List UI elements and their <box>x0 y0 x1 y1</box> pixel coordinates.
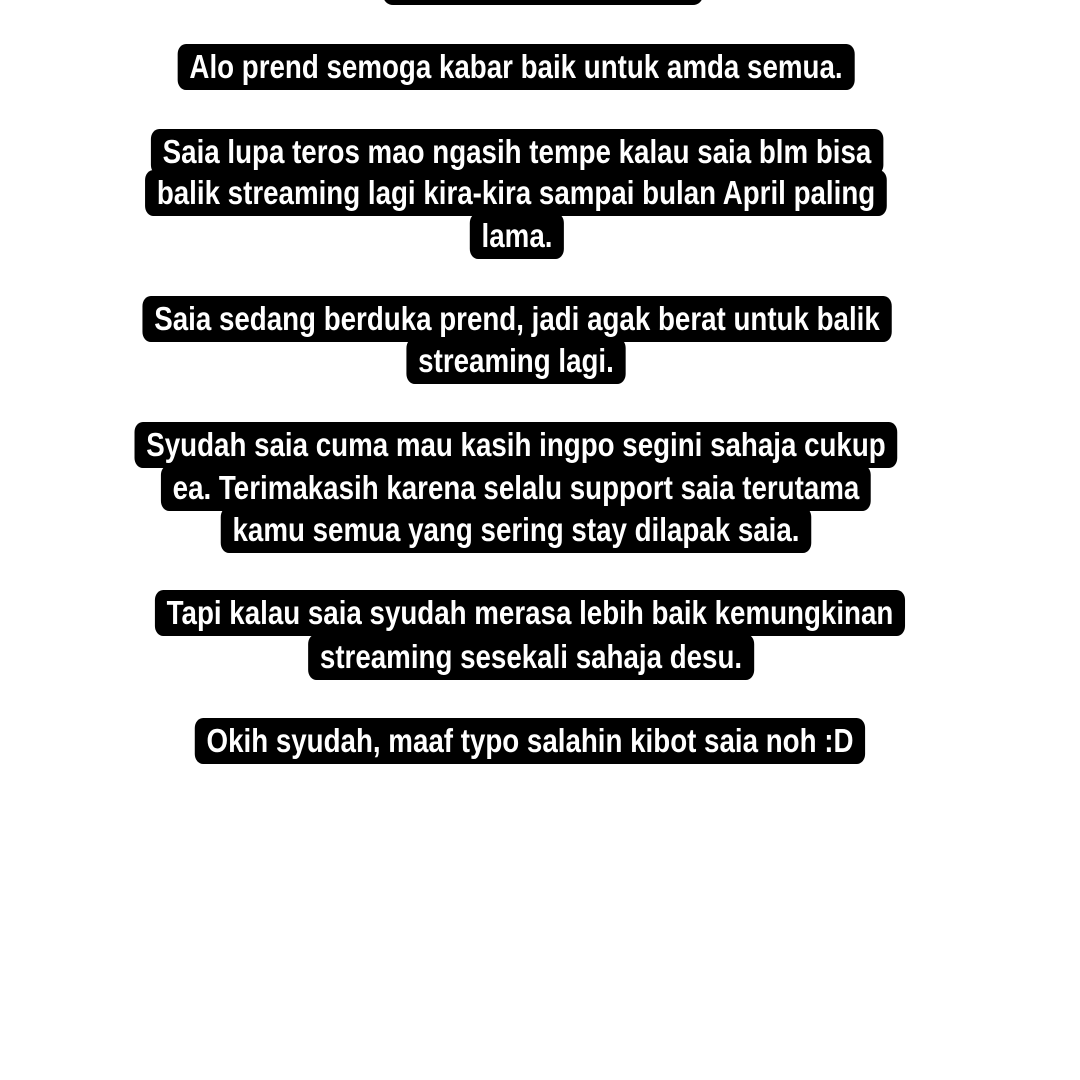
paragraph-5-line-2: streaming sesekali sahaja desu. <box>308 634 754 680</box>
paragraph-5-line-1: Tapi kalau saia syudah merasa lebih baik kemungkinan <box>155 590 905 636</box>
paragraph-2-line-3: lama. <box>470 213 564 259</box>
cropped-text-highlight <box>383 0 703 5</box>
paragraph-4-line-2: ea. Terimakasih karena selalu support saia terutama <box>161 465 871 511</box>
paragraph-1-line-1: Alo prend semoga kabar baik untuk amda semua. <box>178 44 855 90</box>
paragraph-6-line-1: Okih syudah, maaf typo salahin kibot saia noh :D <box>195 718 865 764</box>
paragraph-4-line-3: kamu semua yang sering stay dilapak saia. <box>221 507 812 553</box>
paragraph-3-line-2: streaming lagi. <box>406 338 625 384</box>
paragraph-2-line-2: balik streaming lagi kira-kira sampai bulan April paling <box>145 170 887 216</box>
paragraph-4-line-1: Syudah saia cuma mau kasih ingpo segini sahaja cukup <box>135 422 898 468</box>
paragraph-2-line-1: Saia lupa teros mao ngasih tempe kalau saia blm bisa <box>151 129 883 175</box>
paragraph-3-line-1: Saia sedang berduka prend, jadi agak berat untuk balik <box>142 296 891 342</box>
